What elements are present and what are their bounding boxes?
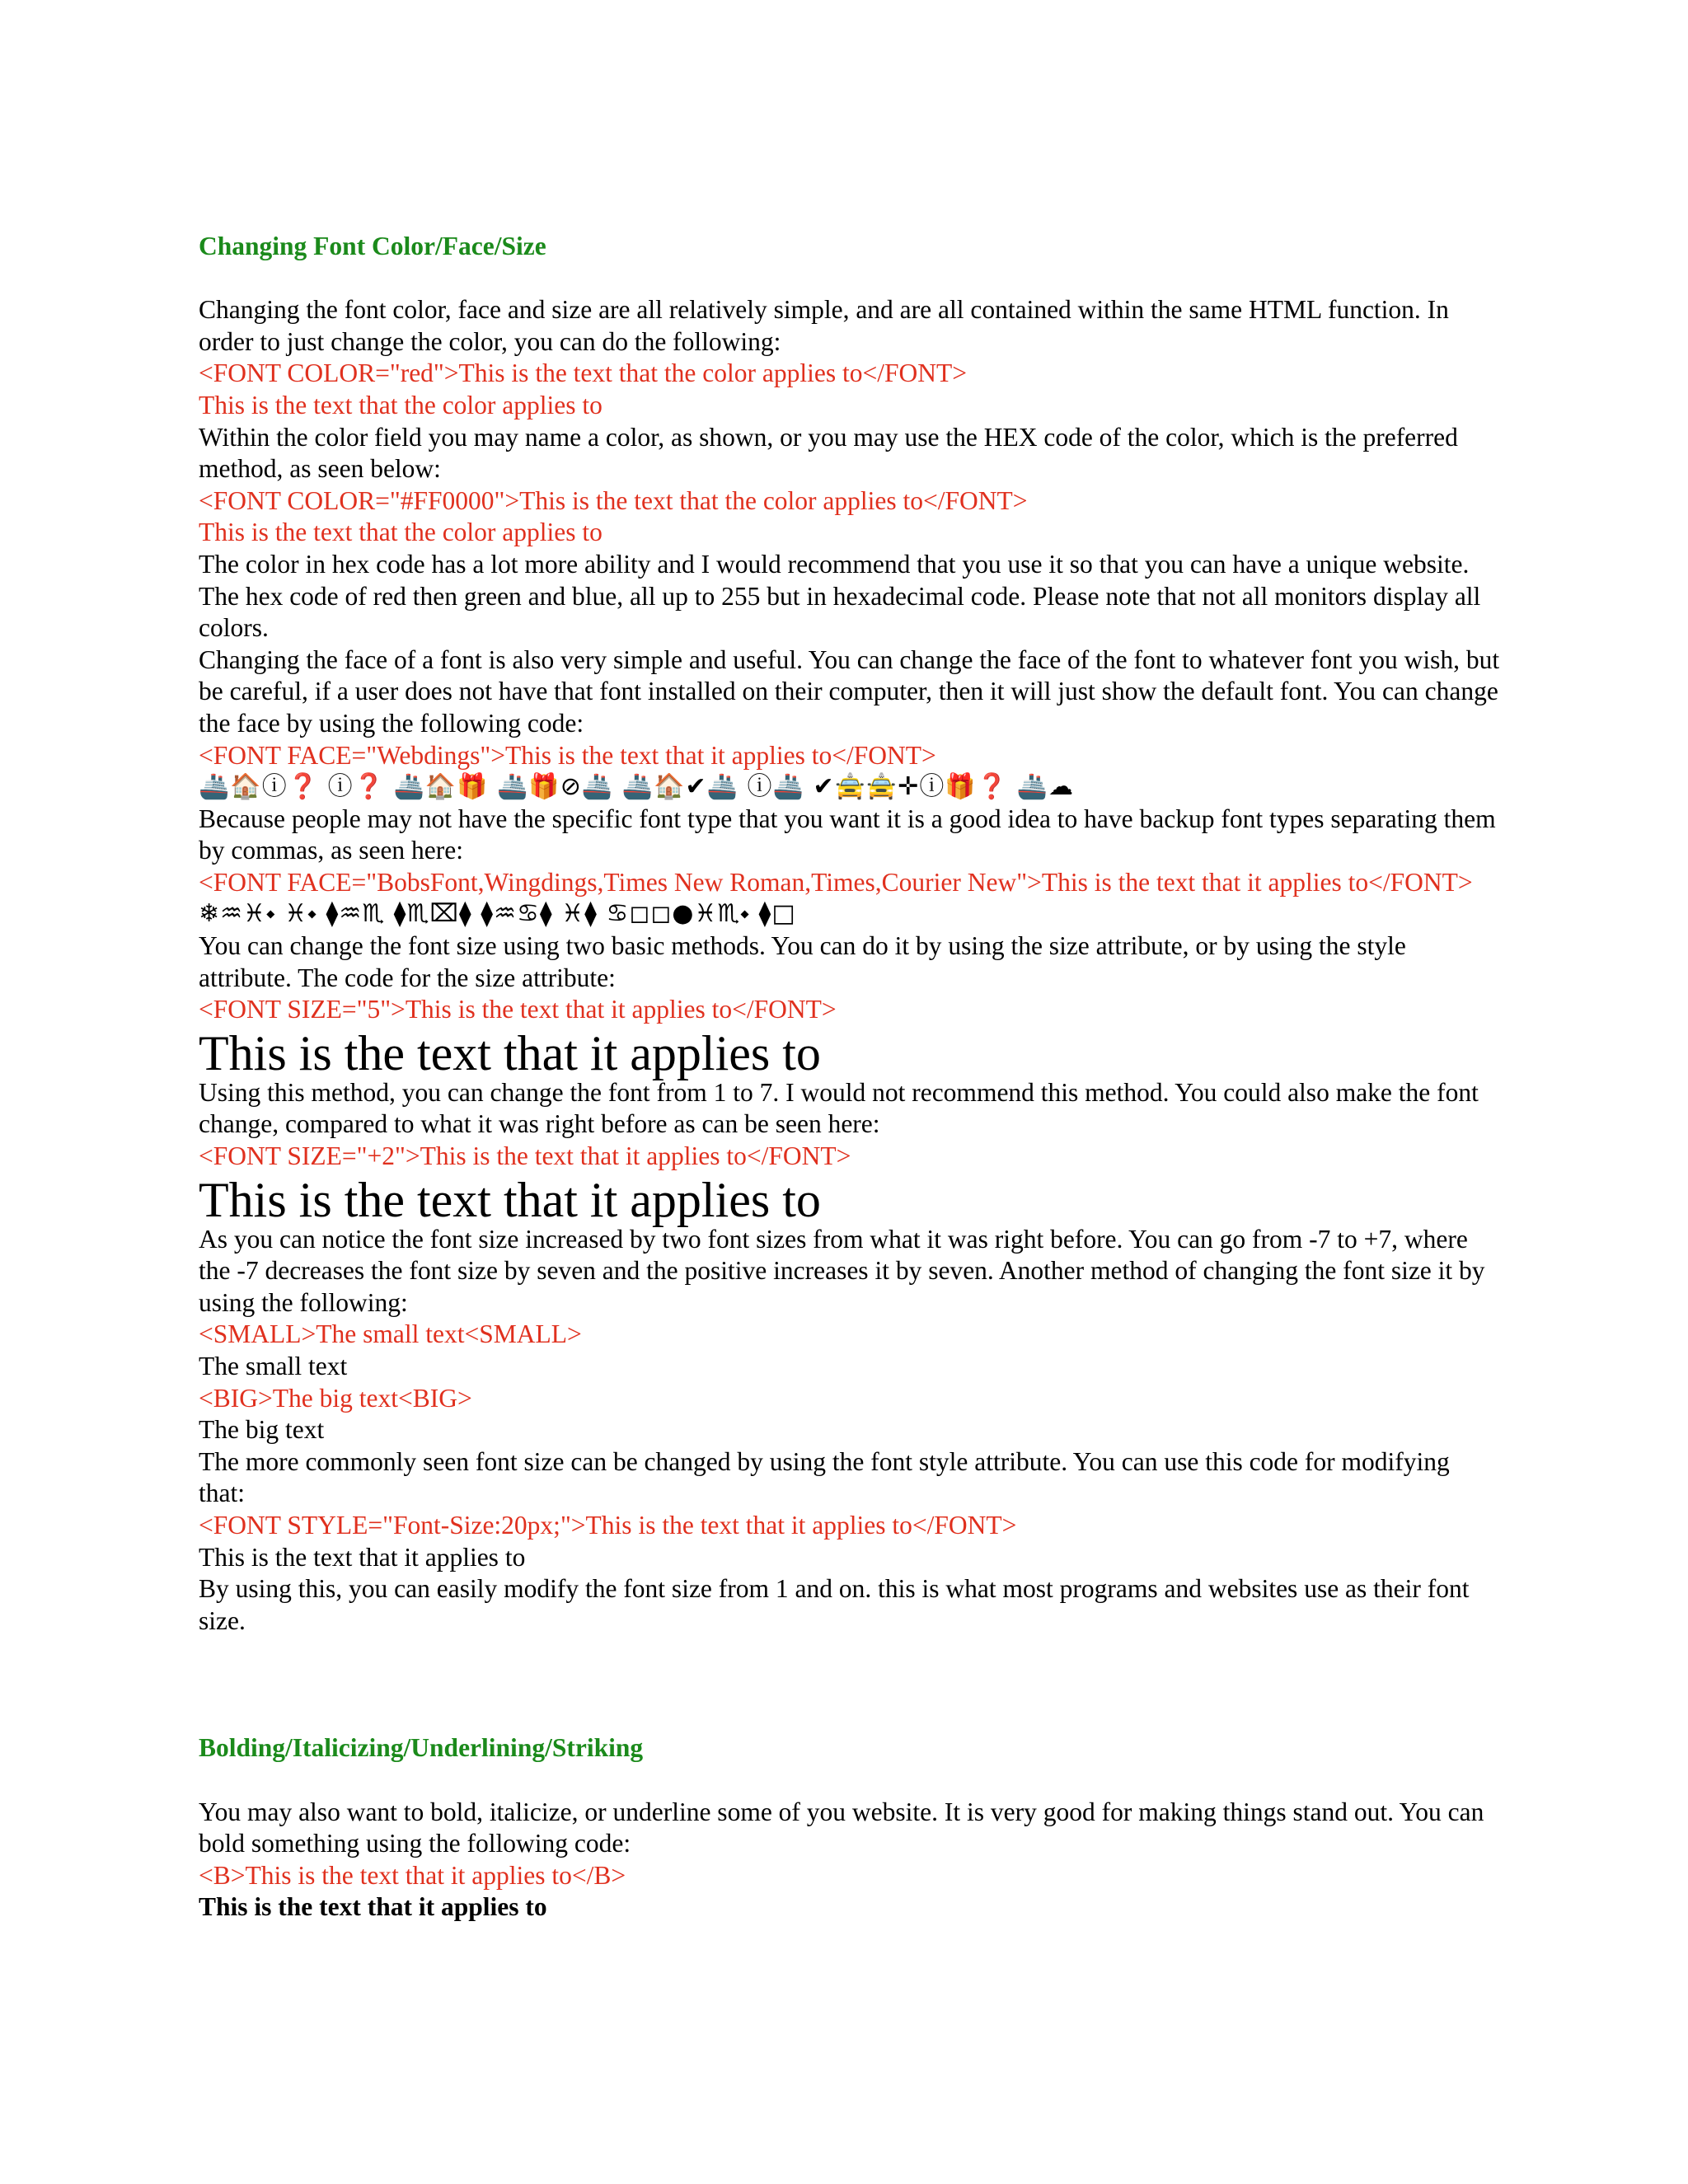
- demo-big: The big text: [199, 1415, 325, 1445]
- spacer: [199, 263, 1501, 295]
- paragraph-size-intro: You can change the font size using two basic methods. You can do it by using the size attribute, or by using the style attribute. The code for the size attribute:: [199, 931, 1406, 992]
- demo-wingdings-symbols: ❄♒♓⬩ ♓⬩ ⧫♒♏ ⧫♏⌧⧫ ⧫♒♋⧫ ♓⧫ ♋◻◻●♓♏⬩ ⧫□: [199, 899, 796, 929]
- demo-font-style: This is the text that it applies to: [199, 1542, 526, 1572]
- demo-small: The small text: [199, 1352, 348, 1380]
- code-font-color-hex: <FONT COLOR="#FF0000">This is the text that the color applies to</FONT>: [199, 485, 1028, 515]
- paragraph-intro: Changing the font color, face and size are all relatively simple, and are all contained within the same HTML function. In order to just change the color, you can do the following:: [199, 295, 1449, 356]
- demo-font-color-red: This is the text that the color applies to: [199, 390, 603, 419]
- demo-font-size-5: This is the text that it applies to: [199, 1025, 821, 1080]
- paragraph-hex-intro: Within the color field you may name a color, as shown, or you may use the HEX code of the color, which is the preferred method, as seen below:: [199, 422, 1458, 484]
- section-heading-bold: Bolding/Italicizing/Underlining/Striking: [199, 1733, 644, 1763]
- section-gap: [199, 1637, 1501, 1732]
- code-font-size-5: <FONT SIZE="5">This is the text that it applies to</FONT>: [199, 995, 837, 1024]
- paragraph-face-intro: Changing the face of a font is also very simple and useful. You can change the face of the font to whatever font you wish, but be careful, if a user does not have that font installed on their computer, then it will just show the default font. You can change the face by using the following code:: [199, 644, 1500, 738]
- code-big: <BIG>The big text<BIG>: [199, 1383, 472, 1413]
- code-font-color-red: <FONT COLOR="red">This is the text that the color applies to</FONT>: [199, 359, 967, 388]
- paragraph-size-notice: As you can notice the font size increased by two font sizes from what it was right before. You can go from -7 to +7, where the -7 decreases the font size by seven and the positive increases it by seven. Another method of changing the font size it by using the following:: [199, 1224, 1485, 1317]
- demo-font-color-hex: This is the text that the color applies to: [199, 518, 603, 547]
- section-heading-font: Changing Font Color/Face/Size: [199, 232, 546, 260]
- paragraph-style-intro: The more commonly seen font size can be changed by using the font style attribute. You can use this code for modifying that:: [199, 1446, 1450, 1508]
- demo-bold: This is the text that it applies to: [199, 1892, 547, 1922]
- code-small: <SMALL>The small text<SMALL>: [199, 1319, 582, 1349]
- paragraph-size-relative: Using this method, you can change the font from 1 to 7. I would not recommend this method. You could also make the font change, compared to what it was right before as can be seen here:: [199, 1077, 1479, 1139]
- code-font-face-backup: <FONT FACE="BobsFont,Wingdings,Times New Roman,Times,Courier New">This is the text that it applies to</FONT>: [199, 867, 1473, 897]
- demo-font-size-plus2: This is the text that it applies to: [199, 1172, 821, 1227]
- paragraph-hex-explain: The color in hex code has a lot more ability and I would recommend that you use it so that you can have a unique website. The hex code of red then green and blue, all up to 255 but in hexadecimal code. Please note that not all monitors display all colors.: [199, 549, 1481, 643]
- paragraph-bold-intro: You may also want to bold, italicize, or underline some of you website. It is very good for making things stand out. You can bold something using the following code:: [199, 1797, 1484, 1858]
- document-page: [199, 231, 1501, 1924]
- demo-webdings-symbols: 🚢🏠ⓘ❓ ⓘ❓ 🚢🏠🎁 🚢🎁⊘🚢 🚢🏠✔🚢 ⓘ🚢 ✔🚖🚖✛ⓘ🎁❓ 🚢☁: [199, 772, 1075, 802]
- paragraph-style-outro: By using this, you can easily modify the font size from 1 and on. this is what most programs and websites use as their font size.: [199, 1574, 1470, 1635]
- code-font-face-webdings: <FONT FACE="Webdings">This is the text that it applies to</FONT>: [199, 740, 936, 770]
- code-font-style: <FONT STYLE="Font-Size:20px;">This is the text that it applies to</FONT>: [199, 1510, 1017, 1540]
- code-font-size-plus2: <FONT SIZE="+2">This is the text that it applies to</FONT>: [199, 1141, 851, 1171]
- spacer: [199, 1765, 1501, 1797]
- code-bold: <B>This is the text that it applies to</B>: [199, 1860, 626, 1890]
- paragraph-backup-fonts: Because people may not have the specific font type that you want it is a good idea to have backup font types separating them by commas, as seen here:: [199, 804, 1496, 865]
